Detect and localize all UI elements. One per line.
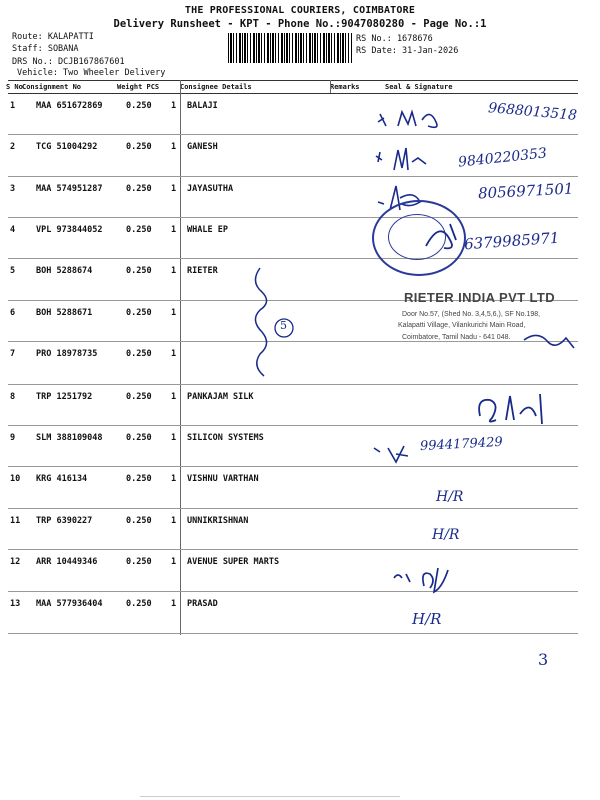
row-weight: 0.250 [126, 101, 152, 111]
table-row [0, 466, 600, 507]
rs-date: RS Date: 31-Jan-2026 [356, 46, 459, 56]
row-pcs: 1 [171, 433, 177, 443]
signature-mark [420, 210, 470, 260]
row-pcs: 1 [171, 349, 177, 359]
row-sno: 3 [10, 184, 16, 194]
row-pcs: 1 [171, 225, 177, 235]
row-consignee: RIETER [187, 266, 218, 276]
row-pcs: 1 [171, 184, 177, 194]
row-sno: 8 [10, 392, 16, 402]
row-consignment: SLM 388109048 [36, 433, 103, 443]
page-edge [140, 796, 400, 797]
row-pcs: 1 [171, 557, 177, 567]
table-row [0, 341, 600, 382]
col-weight-pcs: Weight PCS [117, 83, 160, 91]
row-pcs: 1 [171, 516, 177, 526]
row-sno: 2 [10, 142, 16, 152]
vehicle-label: Vehicle: Two Wheeler Delivery [17, 68, 166, 78]
row-divider [8, 466, 578, 467]
barcode [228, 33, 352, 63]
handwritten-phone: 8056971501 [477, 179, 574, 203]
row-consignment: VPL 973844052 [36, 225, 103, 235]
row-weight: 0.250 [126, 516, 152, 526]
row-sno: 13 [10, 599, 21, 609]
row-pcs: 1 [171, 599, 177, 609]
row-weight: 0.250 [126, 557, 152, 567]
row-consignee: AVENUE SUPER MARTS [187, 557, 280, 567]
rieter-stamp-line3: Coimbatore, Tamil Nadu - 641 048. [402, 334, 511, 341]
signature-mark [390, 560, 470, 596]
signature-mark [370, 440, 420, 470]
row-consignment: KRG 416134 [36, 474, 88, 484]
row-divider [8, 633, 578, 634]
staff-label: Staff: SOBANA [12, 44, 79, 54]
row-consignment: MAA 574951287 [36, 184, 103, 194]
row-consignment: MAA 577936404 [36, 599, 103, 609]
bracket-mark [246, 262, 296, 382]
row-divider [8, 591, 578, 592]
col-remarks: Remarks [330, 83, 360, 91]
row-weight: 0.250 [126, 225, 152, 235]
col-consignee: Consignee Details [180, 83, 252, 91]
row-divider [8, 217, 578, 218]
row-pcs: 1 [171, 266, 177, 276]
row-sno: 12 [10, 557, 21, 567]
signature-mark [370, 100, 490, 140]
header-top-rule [8, 80, 578, 81]
route-label: Route: KALAPATTI [12, 32, 94, 42]
drs-number: DRS No.: DCJB167867601 [12, 57, 125, 67]
row-weight: 0.250 [126, 392, 152, 402]
row-weight: 0.250 [126, 599, 152, 609]
row-divider [8, 258, 578, 259]
row-sno: 4 [10, 225, 16, 235]
row-sno: 6 [10, 308, 16, 318]
row-divider [8, 176, 578, 177]
row-consignee: BALAJI [187, 101, 218, 111]
rs-number: RS No.: 1678676 [356, 34, 433, 44]
row-consignment: PRO 18978735 [36, 349, 98, 359]
row-weight: 0.250 [126, 433, 152, 443]
row-consignee: UNNIKRISHNAN [187, 516, 249, 526]
handwritten-phone: 9688013518 [487, 100, 578, 124]
signature-mark [370, 140, 460, 180]
row-consignee: WHALE EP [187, 225, 228, 235]
bracket-count: 5 [280, 319, 287, 332]
row-sno: 11 [10, 516, 21, 526]
row-consignment: TRP 1251792 [36, 392, 93, 402]
handwritten-hr: H/R [412, 610, 442, 628]
row-weight: 0.250 [126, 142, 152, 152]
table-row [0, 508, 600, 549]
table-row [0, 425, 600, 466]
row-consignee: VISHNU VARTHAN [187, 474, 259, 484]
signature-mark [520, 326, 580, 356]
row-pcs: 1 [171, 308, 177, 318]
row-consignee: SILICON SYSTEMS [187, 433, 264, 443]
row-weight: 0.250 [126, 266, 152, 276]
row-consignee: GANESH [187, 142, 218, 152]
row-consignment: ARR 10449346 [36, 557, 98, 567]
row-pcs: 1 [171, 474, 177, 484]
handwritten-hr: H/R [432, 527, 460, 543]
handwritten-phone: 9840220353 [457, 145, 548, 171]
rieter-stamp-line1: Door No.57, (Shed No. 3,4,5,6,), SF No.198, [402, 311, 541, 318]
row-weight: 0.250 [126, 184, 152, 194]
row-divider [8, 549, 578, 550]
row-pcs: 1 [171, 101, 177, 111]
handwritten-hr: H/R [436, 489, 464, 505]
col-consignment: Consignment No [22, 83, 82, 91]
row-consignee: PRASAD [187, 599, 218, 609]
row-sno: 5 [10, 266, 16, 276]
row-consignee: PANKAJAM SILK [187, 392, 254, 402]
row-consignment: MAA 651672869 [36, 101, 103, 111]
row-pcs: 1 [171, 142, 177, 152]
col-seal-signature: Seal & Signature [385, 83, 453, 91]
row-consignment: TCG 51004292 [36, 142, 98, 152]
row-consignment: BOH 5288674 [36, 266, 93, 276]
row-sno: 10 [10, 474, 21, 484]
rieter-stamp-name: RIETER INDIA PVT LTD [404, 290, 555, 305]
col-sno: S No [6, 83, 23, 91]
col-divider-remarks [330, 80, 331, 93]
row-weight: 0.250 [126, 308, 152, 318]
row-pcs: 1 [171, 392, 177, 402]
row-sno: 1 [10, 101, 16, 111]
row-weight: 0.250 [126, 349, 152, 359]
row-sno: 9 [10, 433, 16, 443]
signature-mark [470, 386, 570, 430]
rieter-stamp-line2: Kalapatti Village, Vilankurichi Main Road, [398, 322, 526, 329]
row-consignment: TRP 6390227 [36, 516, 93, 526]
row-consignee: JAYASUTHA [187, 184, 234, 194]
page-mark: 3 [538, 650, 549, 669]
row-sno: 7 [10, 349, 16, 359]
row-consignment: BOH 5288671 [36, 308, 93, 318]
handwritten-phone: 6379985971 [463, 228, 560, 254]
row-divider [8, 508, 578, 509]
row-divider [8, 134, 578, 135]
runsheet-subtitle: Delivery Runsheet - KPT - Phone No.:9047080280 - Page No.:1 [113, 18, 487, 30]
row-weight: 0.250 [126, 474, 152, 484]
company-title: THE PROFESSIONAL COURIERS, COIMBATORE [184, 5, 416, 16]
handwritten-phone: 9944179429 [419, 434, 504, 455]
table-row [0, 549, 600, 590]
table-row [0, 591, 600, 632]
